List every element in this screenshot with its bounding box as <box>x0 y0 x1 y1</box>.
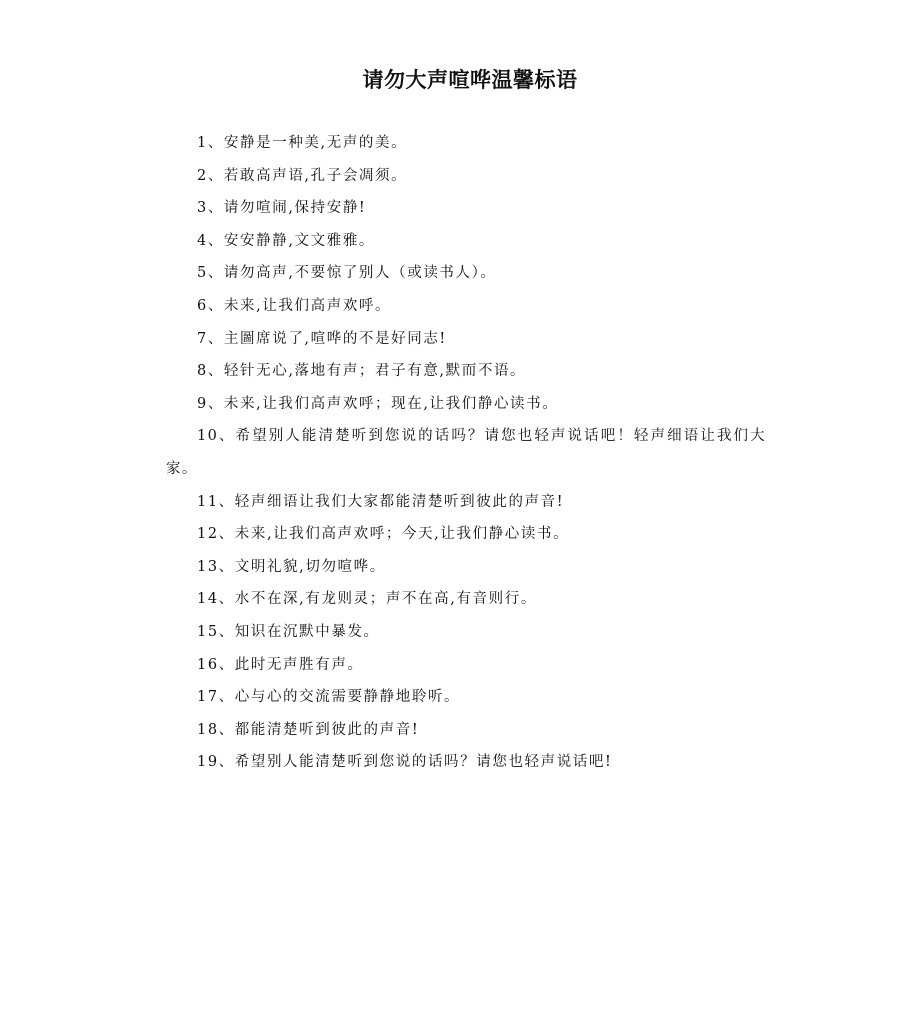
slogan-item-15: 15、知识在沉默中暴发。 <box>197 623 380 640</box>
slogan-item-2: 2、若敢高声语,孔子会凋须。 <box>197 167 408 184</box>
slogan-item-14: 14、水不在深,有龙则灵；声不在高,有音则行。 <box>197 591 537 608</box>
slogan-item-19: 19、希望别人能清楚听到您说的话吗？请您也轻声说话吧! <box>197 754 613 771</box>
slogan-item-16: 16、此时无声胜有声。 <box>197 656 364 673</box>
slogan-item-11: 11、轻声细语让我们大家都能清楚听到彼此的声音! <box>197 493 565 510</box>
slogan-item-4: 4、安安静静,文文雅雅。 <box>197 232 376 249</box>
slogan-item-1: 1、安静是一种美,无声的美。 <box>197 135 408 151</box>
slogan-item-18: 18、都能清楚听到彼此的声音! <box>197 721 420 738</box>
slogan-item-3: 3、请勿喧闹,保持安静! <box>197 200 367 217</box>
slogan-item-5: 5、请勿高声,不要惊了别人（或读书人）。 <box>197 265 497 282</box>
slogan-item-8: 8、轻针无心,落地有声；君子有意,默而不语。 <box>197 363 527 380</box>
slogan-list <box>166 127 766 779</box>
slogan-item-10: 10、希望别人能清楚听到您说的话吗？请您也轻声说话吧！轻声细语让我们大家。 <box>166 428 766 477</box>
slogan-item-7: 7、主圖席说了,喧哗的不是好同志! <box>197 330 447 347</box>
slogan-item-17: 17、心与心的交流需要静静地聆听。 <box>197 689 461 706</box>
slogan-item-6: 6、未来,让我们高声欢呼。 <box>197 297 392 314</box>
slogan-item-13: 13、文明礼貌,切勿喧哗。 <box>197 558 386 575</box>
document-title: 请勿大声喧哗温馨标语 <box>362 68 578 92</box>
slogan-item-12: 12、未来,让我们高声欢呼；今天,让我们静心读书。 <box>197 526 570 543</box>
slogan-item-9: 9、未来,让我们高声欢呼；现在,让我们静心读书。 <box>197 395 559 412</box>
